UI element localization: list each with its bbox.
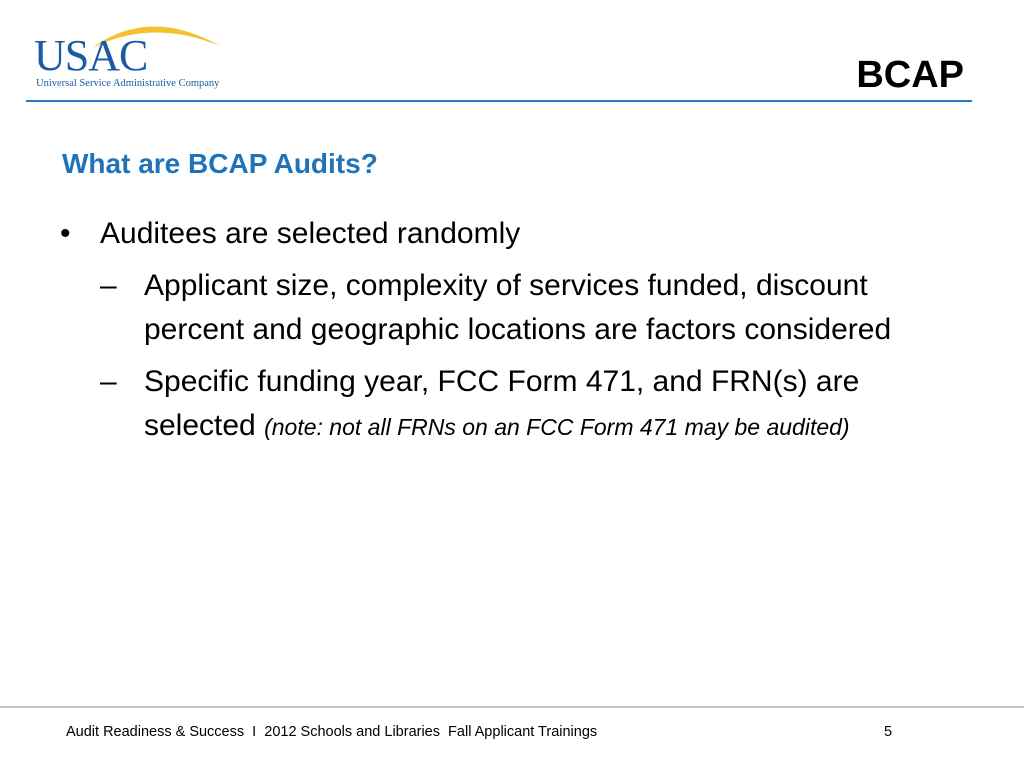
program-title: BCAP xyxy=(856,54,964,96)
usac-logo xyxy=(30,12,230,94)
sub-bullet-content xyxy=(144,360,970,449)
header-divider xyxy=(26,100,972,102)
sub-bullet-item xyxy=(100,360,970,449)
bullet-marker: • xyxy=(60,217,71,250)
slide-content xyxy=(60,212,970,449)
bullet-item xyxy=(60,212,970,256)
sub-bullet-item xyxy=(100,264,970,352)
sub-bullet-marker: – xyxy=(100,365,117,398)
sub-bullet-marker: – xyxy=(100,269,117,302)
bullet-text: Auditees are selected randomly xyxy=(100,217,521,250)
page-number: 5 xyxy=(884,724,893,740)
slide-title: What are BCAP Audits? xyxy=(62,148,378,179)
footer-divider xyxy=(0,706,1024,708)
logo-tagline: Universal Service Administrative Company xyxy=(36,78,220,89)
logo-wordmark: USAC xyxy=(34,31,148,80)
sub-bullet-text: Specific funding year, FCC Form 471, and FRN(s) are selected xyxy=(144,365,860,442)
sub-bullet-note: (note: not all FRNs on an FCC Form 471 may be audited) xyxy=(264,414,850,440)
sub-bullet-text: Applicant size, complexity of services funded, discount percent and geographic locations are factors considered xyxy=(144,269,892,346)
footer-text: Audit Readiness & Success I 2012 Schools and Libraries Fall Applicant Trainings xyxy=(66,724,598,740)
